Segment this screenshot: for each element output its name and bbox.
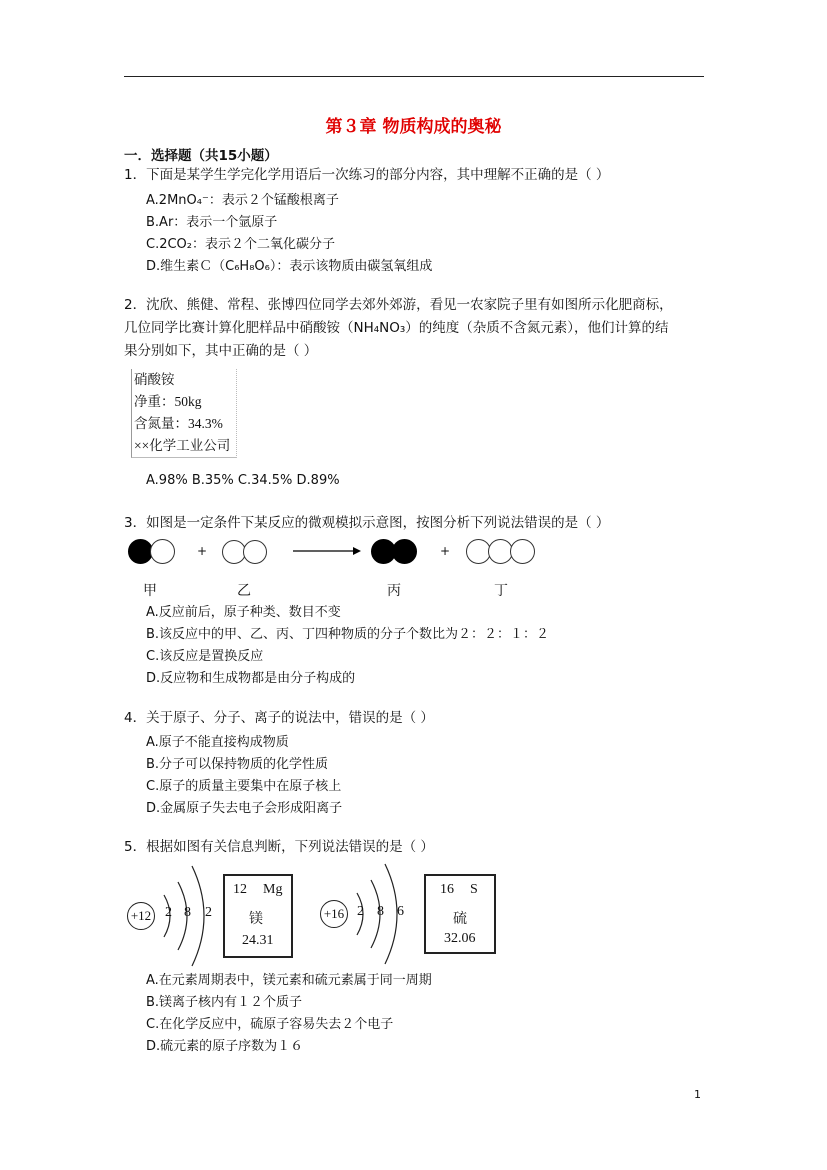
question-5-option-b: B.镁离子核内有１２个质子 [146,995,303,1010]
question-2-stem-line1: 2．沈欣、熊健、常程、张博四位同学去郊外郊游，看见一农家院子里有如图所示化肥商标， [124,297,673,313]
mg-atomic-number: 12 [233,882,247,897]
question-4-stem: 4．关于原子、分子、离子的说法中，错误的是（ ） [124,710,434,726]
s-shell-1: 2 [357,904,364,919]
label-bing: 丙 [387,583,401,599]
question-4-option-d: D.金属原子失去电子会形成阳离子 [146,801,343,816]
s-symbol: S [470,882,478,897]
mg-atomic-mass: 24.31 [242,933,274,948]
label-yi: 乙 [237,583,251,599]
mg-shell-3: 2 [205,905,212,920]
s-shell-2: 8 [377,904,384,919]
question-5-stem: 5．根据如图有关信息判断，下列说法错误的是（ ） [124,839,434,855]
fertilizer-weight: 净重：50kg [134,394,202,409]
question-3-option-d: D.反应物和生成物都是由分子构成的 [146,671,356,686]
question-4-option-c: C.原子的质量主要集中在原子核上 [146,779,342,794]
label-ding: 丁 [494,583,508,599]
question-2-options: A.98% B.35% C.34.5% D.89% [146,473,340,488]
question-1-stem: 1．下面是某学生学完化学用语后一次练习的部分内容，其中理解不正确的是（ ） [124,167,610,183]
question-3-option-a: A.反应前后，原子种类、数目不变 [146,605,341,620]
question-1-option-c: C.2CO₂：表示２个二氧化碳分子 [146,237,336,252]
question-1-option-b: B.Ar：表示一个氩原子 [146,215,278,230]
page-number: 1 [694,1088,701,1101]
plus-sign-1: + [197,544,208,558]
fertilizer-nitrogen: 含氮量：34.3% [134,416,223,431]
plus-sign-2: + [440,544,451,558]
s-shell-3: 6 [397,904,404,919]
fertilizer-label [131,369,237,458]
page-title: 第３章 物质构成的奥秘 [325,117,502,137]
jia-white-atom [150,539,175,564]
header-rule [124,76,704,77]
question-5-option-d: D.硫元素的原子序数为１６ [146,1039,304,1054]
mg-shell-1: 2 [165,905,172,920]
s-nucleus: +16 [320,900,348,928]
ding-white-atom-3 [510,539,535,564]
bing-black-atom-2 [392,539,417,564]
question-3-option-c: C.该反应是置换反应 [146,649,264,664]
fertilizer-name: 硝酸铵 [134,372,175,387]
s-element-card [424,874,496,954]
fertilizer-company: ××化学工业公司 [134,438,231,453]
question-1-option-d: D.维生素Ｃ（C₆H₈O₆）：表示该物质由碳氢氧组成 [146,259,433,274]
mg-name: 镁 [249,912,263,927]
question-3-stem: 3．如图是一定条件下某反应的微观模拟示意图，按图分析下列说法错误的是（ ） [124,515,610,531]
label-jia: 甲 [143,583,157,599]
yi-white-atom-2 [243,540,267,564]
section-heading: 一．选择题（共15小题） [124,148,278,164]
s-name: 硫 [453,912,467,927]
question-5-option-c: C.在化学反应中，硫原子容易失去２个电子 [146,1017,394,1032]
question-4-option-a: A.原子不能直接构成物质 [146,735,289,750]
reaction-arrow [293,546,361,556]
question-5-option-a: A.在元素周期表中，镁元素和硫元素属于同一周期 [146,973,432,988]
mg-element-card [223,874,293,958]
question-3-option-b: B.该反应中的甲、乙、丙、丁四种物质的分子个数比为２：２：１：２ [146,627,550,642]
s-atomic-mass: 32.06 [444,931,476,946]
question-2-stem-line3: 果分别如下，其中正确的是（ ） [124,343,318,359]
question-4-option-b: B.分子可以保持物质的化学性质 [146,757,329,772]
question-1-option-a: A.2MnO₄⁻：表示２个锰酸根离子 [146,193,339,208]
mg-nucleus: +12 [127,902,155,930]
mg-shell-2: 8 [184,905,191,920]
question-2-stem-line2: 几位同学比赛计算化肥样品中硝酸铵（NH₄NO₃）的纯度（杂质不含氮元素），他们计算的结 [124,320,669,336]
s-atomic-number: 16 [440,882,454,897]
mg-symbol: Mg [263,882,283,897]
